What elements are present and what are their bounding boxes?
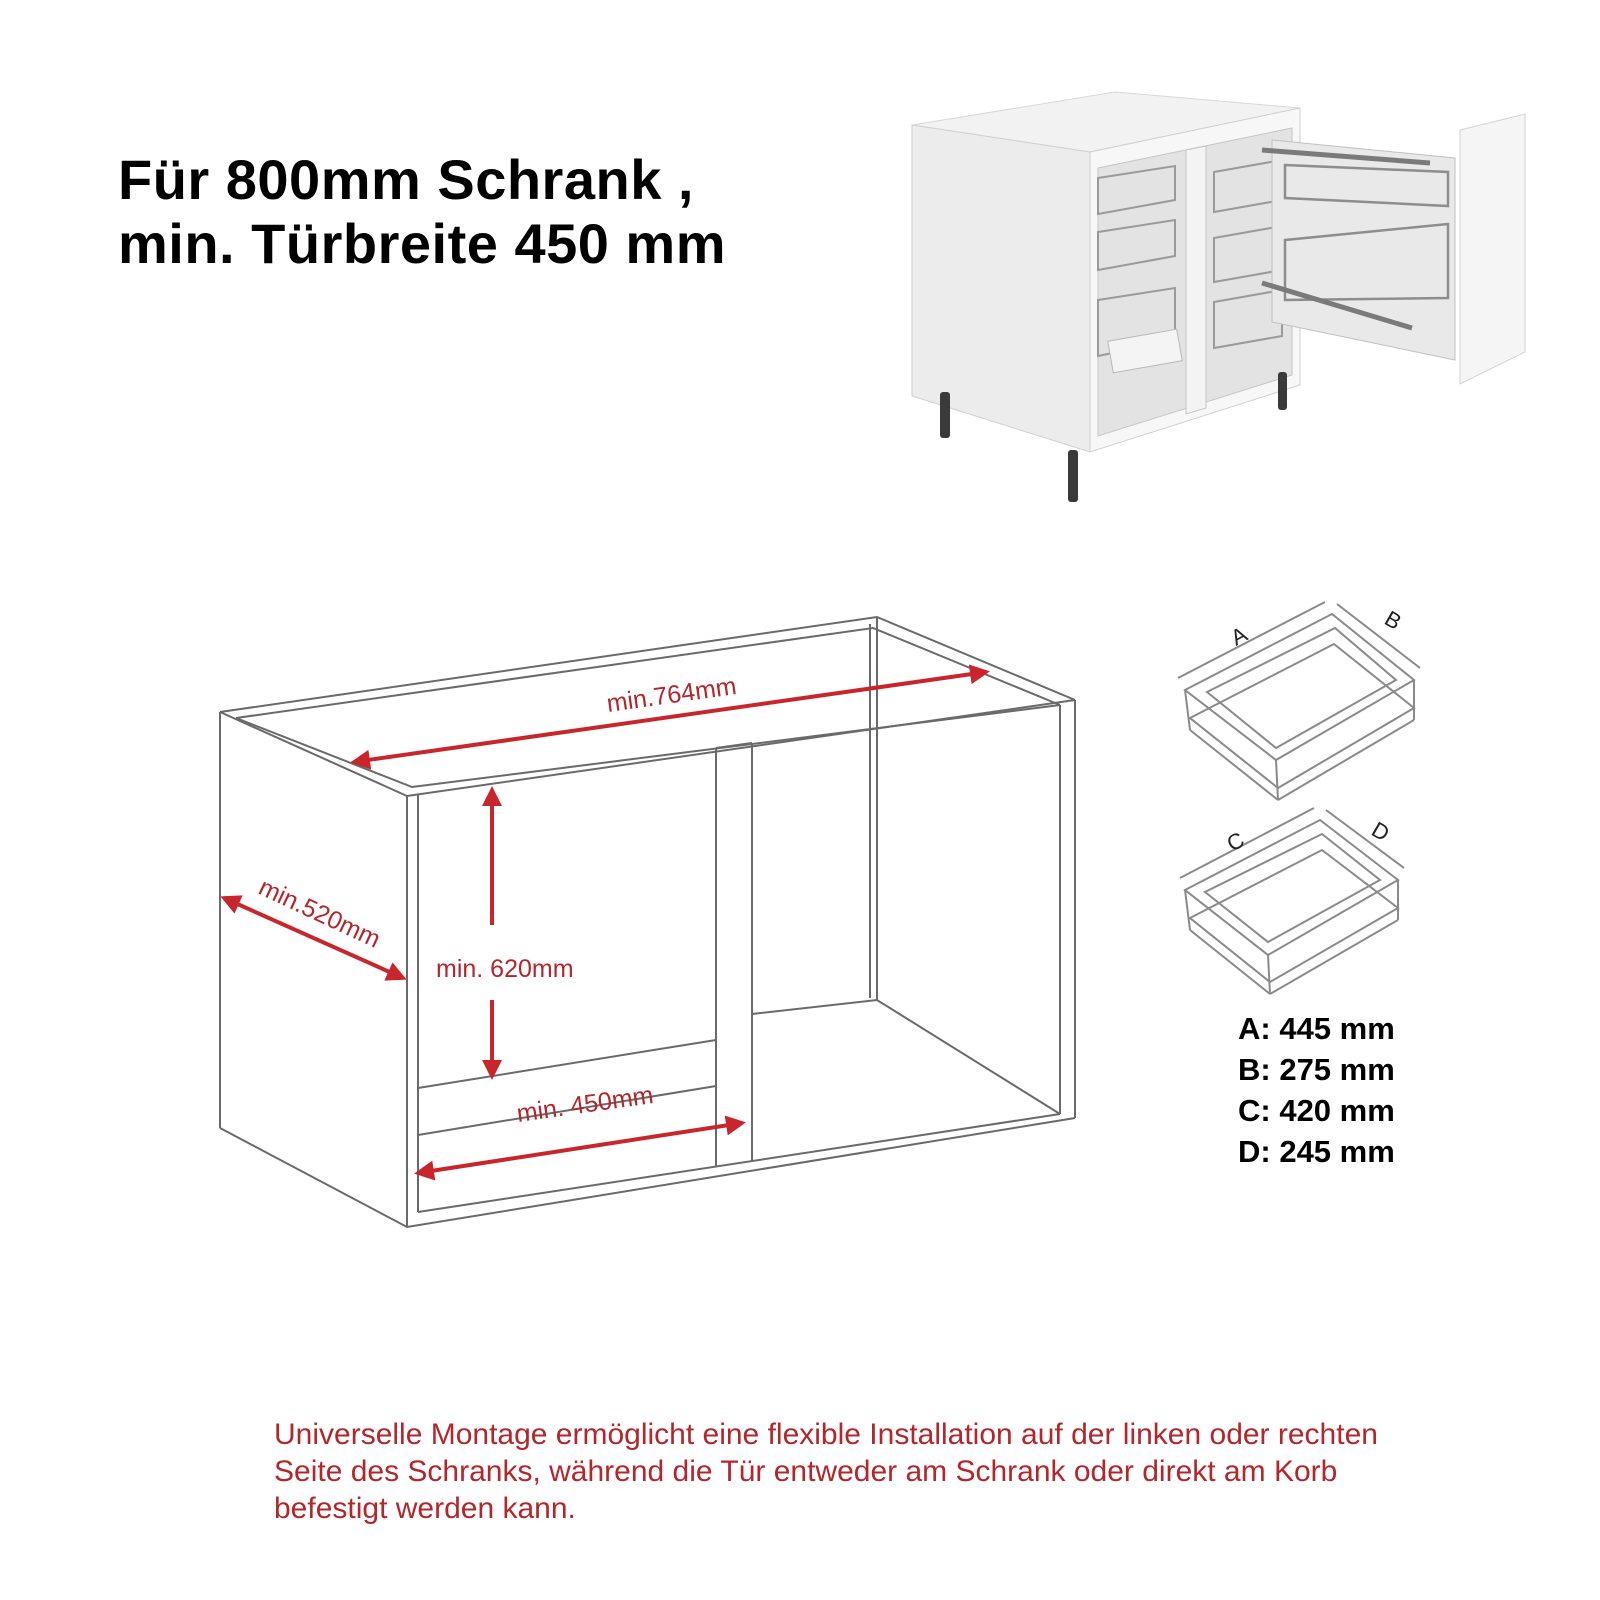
title-line-1: Für 800mm Schrank ,: [118, 148, 694, 211]
dimension-arrows: [224, 672, 986, 1173]
cabinet-wireframe: [220, 617, 1075, 1227]
mounting-note: Universelle Montage ermöglicht eine flexible Installation auf der linken oder rechten Seite des Schranks, während die Tür entweder am Schrank oder direkt am Korb befestigt werden kann.: [274, 1418, 1378, 1525]
basket-cd: [1180, 808, 1404, 994]
depth-arrow: [224, 898, 403, 978]
title-line-2: min. Türbreite 450 mm: [118, 212, 727, 275]
depth-label: min.520mm: [254, 873, 385, 954]
dimension-b: B: 275 mm: [1238, 1052, 1395, 1087]
basket-label-c: C: [1222, 826, 1249, 857]
basket-label-d: D: [1367, 816, 1394, 847]
height-label: min. 620mm: [436, 955, 574, 983]
basket-ab: [1178, 602, 1420, 800]
dimension-d: D: 245 mm: [1238, 1134, 1395, 1169]
basket-label-a: A: [1226, 621, 1252, 651]
door-width-arrow: [418, 1123, 742, 1173]
basket-label-b: B: [1380, 605, 1406, 635]
dimension-a: A: 445 mm: [1238, 1011, 1395, 1046]
dimension-c: C: 420 mm: [1238, 1093, 1395, 1128]
basket-dimensions: [1238, 1008, 1395, 1172]
cabinet-photo: [912, 92, 1525, 502]
door-width-label: min. 450mm: [514, 1081, 656, 1128]
width-arrow: [354, 672, 986, 762]
width-label: min.764mm: [604, 672, 739, 718]
page-title: [118, 148, 726, 276]
